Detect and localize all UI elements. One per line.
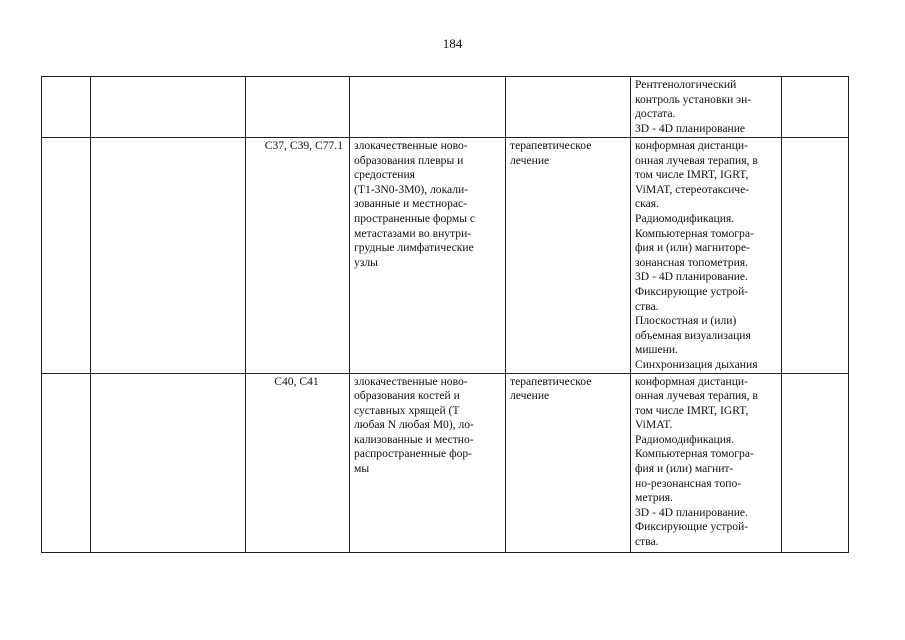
cell-number — [42, 77, 91, 138]
diagnosis-line: средостения — [354, 168, 416, 182]
cell-cost — [782, 138, 849, 374]
table-row — [42, 373, 849, 552]
method-line: мишени. — [635, 343, 678, 357]
method-line: объемная визуализация — [635, 328, 751, 342]
method-line: Фиксирующие устрой- — [635, 284, 749, 298]
diagnosis-line: образования плевры и — [354, 153, 464, 167]
diagnosis-line: мы — [354, 462, 370, 476]
method-line: ViMAT, стереотаксиче- — [635, 182, 750, 196]
cell-diagnosis — [350, 138, 506, 374]
method-line: ViMAT. — [635, 418, 673, 432]
diagnosis-line: пространенные формы с — [354, 211, 476, 225]
cell-cost — [782, 373, 849, 552]
method-line: том числе IMRT, IGRT, — [635, 403, 749, 417]
diagnosis-line: злокачественные ново- — [354, 374, 468, 388]
method-line: Синхронизация дыхания — [635, 357, 758, 371]
cell-treatment-method — [631, 373, 782, 552]
table-row — [42, 77, 849, 138]
method-line: Фиксирующие устрой- — [635, 520, 749, 534]
diagnosis-line: суставных хрящей (T — [354, 403, 460, 417]
method-line: конформная дистанци- — [635, 374, 748, 388]
cell-profile — [91, 138, 246, 374]
method-line: контроль установки эн- — [635, 92, 752, 106]
cell-profile — [91, 77, 246, 138]
diagnosis-line: зованные и местнорас- — [354, 197, 468, 211]
method-line: ства. — [635, 299, 659, 313]
cell-number — [42, 138, 91, 374]
method-line: 3D - 4D планирование — [635, 121, 746, 135]
cell-cost — [782, 77, 849, 138]
method-line: фия и (или) магнит- — [635, 462, 734, 476]
diagnosis-line: любая N любая M0), ло- — [354, 418, 474, 432]
cell-icd-code: C40, C41 — [246, 373, 350, 552]
cell-icd-code: C37, C39, C77.1 — [246, 138, 350, 374]
treatment-table — [41, 76, 849, 553]
method-line: Радиомодификация. — [635, 211, 735, 225]
page-number: 184 — [442, 36, 463, 51]
method-line: ская. — [635, 197, 659, 211]
cell-profile — [91, 373, 246, 552]
diagnosis-line: злокачественные ново- — [354, 139, 468, 152]
diagnosis-line: метастазами во внутри- — [354, 226, 472, 240]
diagnosis-line: грудные лимфатические — [354, 241, 474, 255]
cell-treatment-type: терапевтическое лечение — [506, 373, 631, 552]
cell-treatment-method — [631, 77, 782, 138]
diagnosis-line: кализованные и местно- — [354, 432, 474, 446]
diagnosis-line: узлы — [354, 255, 378, 269]
method-line: онная лучевая терапия, в — [635, 389, 758, 403]
method-line: Компьютерная томогра- — [635, 447, 754, 461]
diagnosis-line: (T1-3N0-3M0), локали- — [354, 182, 469, 196]
cell-diagnosis — [350, 77, 506, 138]
method-line: онная лучевая терапия, в — [635, 153, 758, 167]
method-line: но-резонансная топо- — [635, 476, 742, 490]
method-line: достата. — [635, 107, 676, 121]
method-line: метрия. — [635, 491, 673, 505]
method-line: Плоскостная и (или) — [635, 314, 737, 328]
method-line: Рентгенологический — [635, 78, 737, 91]
cell-diagnosis — [350, 373, 506, 552]
method-line: конформная дистанци- — [635, 139, 748, 152]
method-line: том числе IMRT, IGRT, — [635, 168, 749, 182]
cell-treatment-type — [506, 77, 631, 138]
cell-treatment-type: терапевтическое лечение — [506, 138, 631, 374]
table-row — [42, 138, 849, 374]
cell-number — [42, 373, 91, 552]
method-line: Радиомодификация. — [635, 432, 735, 446]
cell-treatment-method — [631, 138, 782, 374]
method-line: Компьютерная томогра- — [635, 226, 754, 240]
cell-icd-code — [246, 77, 350, 138]
diagnosis-line: распространенные фор- — [354, 447, 473, 461]
method-line: 3D - 4D планирование. — [635, 270, 748, 284]
method-line: зонансная топометрия. — [635, 255, 749, 269]
diagnosis-line: образования костей и — [354, 389, 460, 403]
method-line: 3D - 4D планирование. — [635, 505, 748, 519]
method-line: ства. — [635, 535, 659, 549]
method-line: фия и (или) магниторе- — [635, 241, 750, 255]
